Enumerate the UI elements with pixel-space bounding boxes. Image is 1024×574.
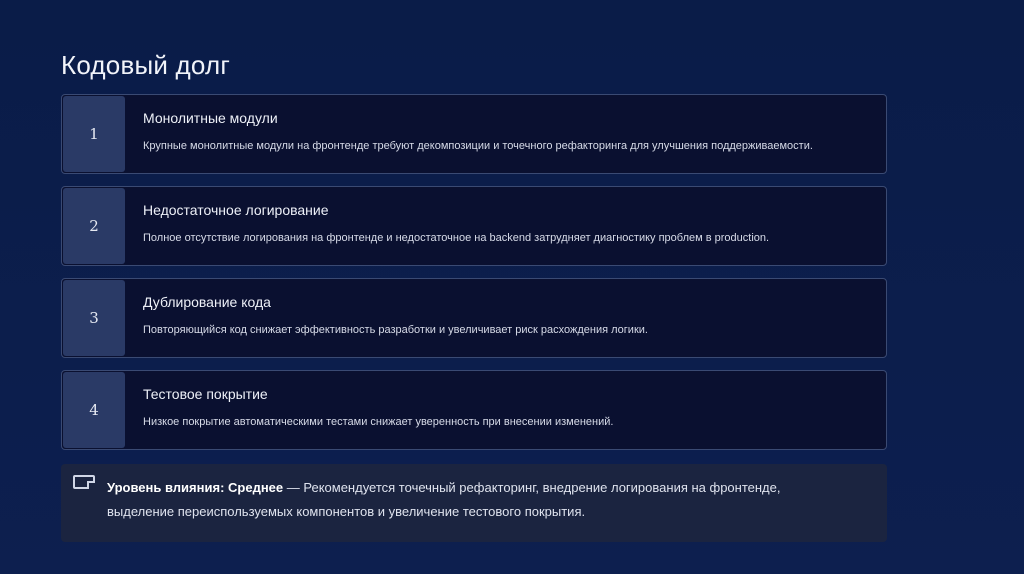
impact-recommendation: Рекомендуется точечный рефакторинг, внедрение логирования на фронтенде, выделение переиспользуемых компонентов и увеличение тестового покрытия. xyxy=(107,480,781,519)
item-number-badge: 2 xyxy=(63,188,125,264)
item-title: Недостаточное логирование xyxy=(143,202,329,218)
item-description: Крупные монолитные модули на фронтенде требуют декомпозиции и точечного рефакторинга для улучшения поддерживаемости. xyxy=(143,140,813,152)
impact-separator: — xyxy=(283,480,304,495)
note-icon xyxy=(73,475,95,489)
debt-item-monoliths xyxy=(61,94,887,174)
item-number-badge: 1 xyxy=(63,96,125,172)
item-title: Тестовое покрытие xyxy=(143,386,268,402)
item-description: Низкое покрытие автоматическими тестами снижает уверенность при внесении изменений. xyxy=(143,416,614,428)
item-number-badge: 3 xyxy=(63,280,125,356)
item-number-badge: 4 xyxy=(63,372,125,448)
debt-item-duplication xyxy=(61,278,887,358)
item-description: Полное отсутствие логирования на фронтенде и недостаточное на backend затрудняет диагностику проблем в production. xyxy=(143,232,770,244)
page-title: Кодовый долг xyxy=(61,50,231,80)
item-description: Повторяющийся код снижает эффективность разработки и увеличивает риск расхождения логики. xyxy=(143,324,648,336)
item-title: Монолитные модули xyxy=(143,110,278,126)
debt-item-test-coverage xyxy=(61,370,887,450)
impact-text xyxy=(107,476,807,524)
impact-callout xyxy=(61,464,887,542)
item-title: Дублирование кода xyxy=(143,294,271,310)
impact-label: Уровень влияния: Среднее xyxy=(107,480,284,495)
debt-item-logging xyxy=(61,186,887,266)
